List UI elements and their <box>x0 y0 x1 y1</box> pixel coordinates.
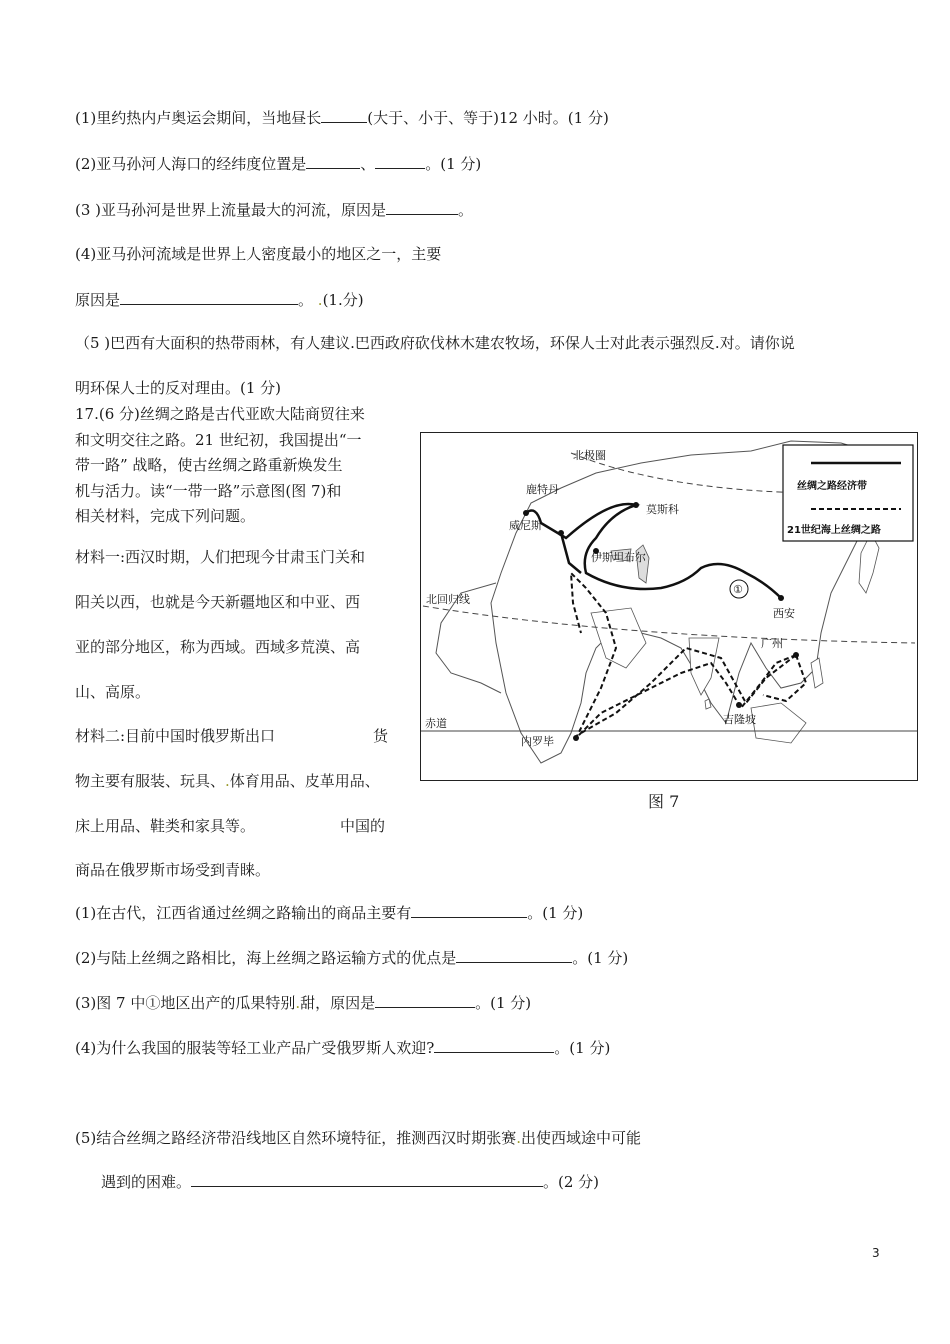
label-xian: 西安 <box>773 607 795 620</box>
philippines <box>811 658 823 688</box>
material-2-text-e: 床上用品、鞋类和家具等。 <box>75 817 256 835</box>
material-2-text-d: 体育用品、皮革用品、 <box>229 772 380 790</box>
q17-item-1 <box>75 903 583 923</box>
q17-item-3 <box>75 993 531 1013</box>
q16-item-3-text-b: 。 <box>458 201 474 219</box>
q16-item-1 <box>75 108 609 128</box>
label-arctic-circle: 北极圈 <box>573 449 606 462</box>
q16-item-1-text-b: (大于、小于、等于)12 小时。(1 分) <box>367 109 609 127</box>
city-dot-guangzhou <box>793 652 799 658</box>
q17-item-2 <box>75 948 628 968</box>
label-singapore: 吉隆坡 <box>723 713 756 726</box>
material-2-line-3 <box>75 816 255 836</box>
q16-item-2-text-a: (2)亚马孙河人海口的经纬度位置是 <box>75 155 307 173</box>
stray-dot: . <box>225 772 230 790</box>
q17-item-5-cont <box>101 1172 599 1192</box>
answer-blank[interactable] <box>456 948 572 963</box>
q17-intro-1: 17.(6 分)丝绸之路是古代亚欧大陆商贸往来 <box>75 405 365 423</box>
q17-item-4-text-b: 。(1 分) <box>554 1039 611 1057</box>
city-dot-moscow <box>633 502 639 508</box>
material-2-word-goods: 货 <box>373 727 389 745</box>
q17-item-2-text-b: 。(1 分) <box>572 949 629 967</box>
q16-item-1-text-a: (1)里约热内卢奥运会期间，当地昼长 <box>75 109 322 127</box>
city-dot-xian <box>778 595 784 601</box>
label-nairobi: 内罗毕 <box>521 735 554 748</box>
answer-blank[interactable] <box>321 108 367 123</box>
material-2-text-c: 物主要有服装、玩具、 <box>75 772 226 790</box>
q16-item-5-text-a: （5 )巴西有大面积的热带雨林，有人建议.巴西政府砍伐林木建农牧场，环保人士对此表示强烈反.对。请你说 <box>75 334 795 352</box>
stray-dot: . <box>295 994 301 1012</box>
answer-blank[interactable] <box>375 154 425 169</box>
q16-item-4-text-c: 。 <box>298 291 314 309</box>
q17-item-3-text-c: 。(1 分) <box>475 994 532 1012</box>
city-dot-nairobi <box>573 735 579 741</box>
q17-item-1-text-a: (1)在古代，江西省通过丝绸之路输出的商品主要有 <box>75 904 412 922</box>
q17-intro-5: 相关材料，完成下列问题。 <box>75 507 256 525</box>
q17-item-4-text-a: (4)为什么我国的服装等轻工业产品广受俄罗斯人欢迎? <box>75 1039 435 1057</box>
material-2-text-a: 材料二:目前中国时俄罗斯出口 <box>75 727 276 745</box>
q16-item-4 <box>75 244 441 264</box>
label-tropic: 北回归线 <box>426 593 470 606</box>
q17-item-5-text-b: 出使西域途中可能 <box>521 1129 642 1147</box>
label-venice: 威尼斯 <box>509 519 542 532</box>
q17-item-5 <box>75 1128 641 1148</box>
q17-item-4 <box>75 1038 610 1058</box>
q16-item-4-text-b: 原因是 <box>75 291 121 309</box>
answer-blank[interactable] <box>375 993 475 1008</box>
material-2-line-4: 商品在俄罗斯市场受到青睐。 <box>75 861 271 879</box>
q17-intro-2: 和文明交往之路。21 世纪初，我国提出“一 <box>75 431 362 449</box>
material-1-line-2: 阳关以西，也就是今天新疆地区和中亚、西 <box>75 593 361 611</box>
q17-item-5-text-d: 。(2 分) <box>543 1173 600 1191</box>
label-istanbul: 伊斯坦布尔 <box>591 551 646 564</box>
label-moscow: 莫斯科 <box>646 503 679 516</box>
q16-item-4-cont <box>75 290 364 310</box>
answer-blank[interactable] <box>191 1172 543 1187</box>
answer-blank[interactable] <box>306 154 360 169</box>
material-2-line-2 <box>75 771 380 791</box>
figure-caption: 图 7 <box>648 792 680 811</box>
answer-blank[interactable] <box>120 290 298 305</box>
material-1-line-3: 亚的部分地区，称为西域。西域多荒漠、高 <box>75 638 361 656</box>
label-region-1: ① <box>733 583 743 596</box>
q17-intro-3: 带一路” 战略，使古丝绸之路重新焕发生 <box>75 456 343 474</box>
city-dot-venice <box>558 530 564 536</box>
label-rotterdam: 鹿特丹 <box>526 483 559 496</box>
q16-item-5 <box>75 333 795 353</box>
q16-item-4-text-a: (4)亚马孙河流域是世界上人密度最小的地区之一，主要 <box>75 245 442 263</box>
city-dot-rotterdam <box>523 510 529 516</box>
q17-item-1-text-b: 。(1 分) <box>527 904 584 922</box>
q16-item-3 <box>75 200 473 220</box>
q17-item-5-text-c: 遇到的困难。 <box>101 1173 192 1191</box>
label-guangzhou: 广州 <box>761 637 783 650</box>
stray-dot: . <box>313 291 323 309</box>
material-1-line-4: 山、高原。 <box>75 683 151 701</box>
label-equator: 赤道 <box>425 717 447 730</box>
material-2-word-china: 中国的 <box>340 817 386 835</box>
q17-item-3-text-a: (3)图 7 中①地区出产的瓜果特别 <box>75 994 296 1012</box>
q17-item-3-text-b: 甜，原因是 <box>300 994 376 1012</box>
separator: 、 <box>360 155 376 173</box>
q16-item-2 <box>75 154 481 174</box>
answer-blank[interactable] <box>411 903 527 918</box>
answer-blank[interactable] <box>434 1038 554 1053</box>
q17-item-5-text-a: (5)结合丝绸之路经济带沿线地区自然环境特征，推测西汉时期张赛 <box>75 1129 517 1147</box>
map-svg <box>421 433 917 780</box>
q16-item-5-cont <box>75 378 281 398</box>
q16-item-3-text-a: (3 )亚马孙河是世界上流量最大的河流，原因是 <box>75 201 387 219</box>
stray-dot: . <box>516 1129 522 1147</box>
q16-item-5-text-b: 明环保人士的反对理由。(1 分) <box>75 379 282 397</box>
q16-item-2-text-b: 。(1 分) <box>425 155 482 173</box>
legend-sea-label: 21世纪海上丝绸之路 <box>787 525 881 536</box>
q17-intro-4: 机与活力。读“一带一路”示意图(图 7)和 <box>75 482 342 500</box>
q17-item-2-text-a: (2)与陆上丝绸之路相比，海上丝绸之路运输方式的优点是 <box>75 949 457 967</box>
material-1-line-1: 材料一:西汉时期，人们把现今甘肃玉门关和 <box>75 548 366 566</box>
japan <box>859 533 879 593</box>
answer-blank[interactable] <box>386 200 458 215</box>
city-dot-singapore <box>736 702 742 708</box>
page-number: 3 <box>872 1246 880 1260</box>
q16-item-4-text-d: (1.分) <box>322 291 364 309</box>
borneo-indonesia <box>751 703 806 743</box>
belt-and-road-map <box>420 432 918 781</box>
legend-land-label: 丝绸之路经济带 <box>797 481 867 492</box>
material-2-line-1 <box>75 726 275 746</box>
